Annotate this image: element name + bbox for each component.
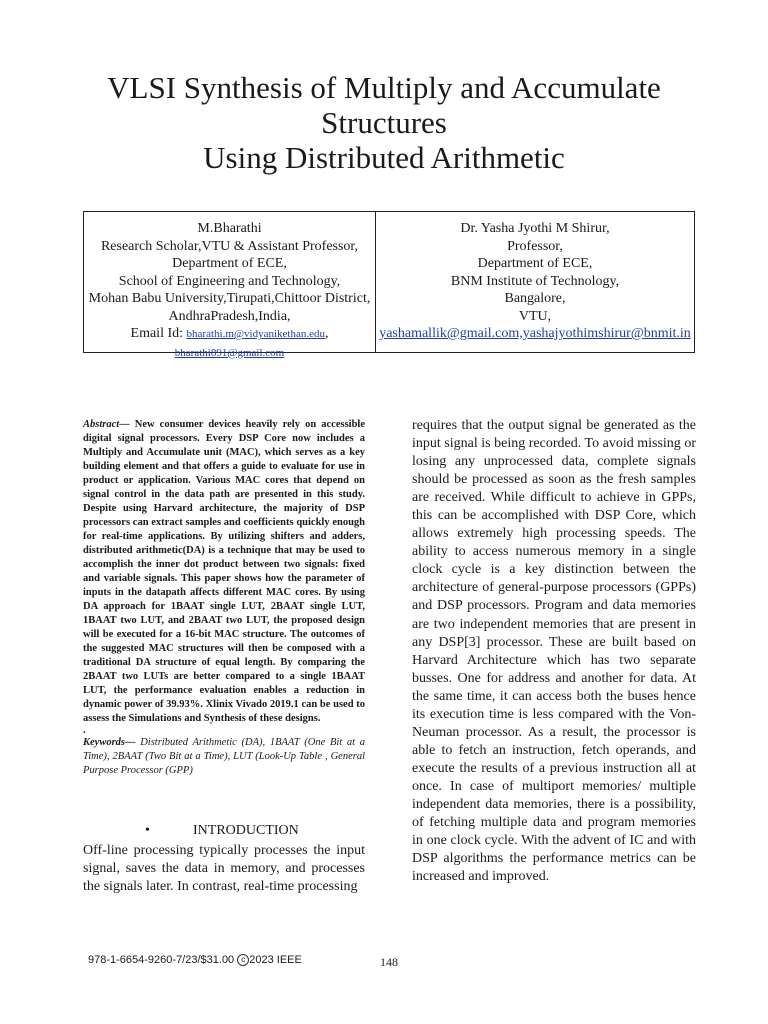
keywords-label: Keywords— xyxy=(83,737,136,748)
isbn-text: 978-1-6654-9260-7/23/$31.00 xyxy=(88,954,235,966)
author-position: Professor, xyxy=(507,238,563,254)
heading-text: INTRODUCTION xyxy=(193,823,299,838)
separator-dot: . xyxy=(83,725,86,736)
author-email-line xyxy=(80,325,379,344)
author-university: Mohan Babu University,Tirupati,Chittoor District, xyxy=(88,291,371,306)
author-email-line xyxy=(368,325,702,343)
paper-title xyxy=(40,70,728,175)
author-table xyxy=(83,211,695,359)
abstract-text: New consumer devices heavily rely on accessible digital signal processors. Every DSP Core now includes a Multiply and Accumulate unit (MAC), which serves as a key building element and that offers a guide to evaluate for use in product or application. Various MAC cores that depend on signal control in the data path are presented in this study. Despite using Harvard architecture, the majority of DSP processors can extract samples and coefficients quickly enough for real-time applications. By utilizing shifters and adders, distributed arithmetic(DA) is a technique that may be used to accomplish the inner dot product between two signals: fixed and variable signals. This paper shows how the parameter of inputs in the datapath affects different MAC cores. By using DA approach for 1BAAT single LUT, 2BAAT single LUT, 1BAAT two LUT, and 2BAAT two LUT, the proposed design will be executed for a 16-bit MAC structure. The outcomes of the suggested MAC structures will then be composed with a traditional DA structure of equal length. By comparing the 2BAAT two LUTs are better compared to a single 1BAAT LUT, the performance evaluation enables a reduction in dynamic power of 39.93%. Xlinix Vivado 2019.1 can be used to assess the Simulations and Synthesis of these designs. xyxy=(83,419,365,724)
email-label: Email Id: xyxy=(130,326,184,341)
year-org: 2023 IEEE xyxy=(249,954,302,966)
intro-paragraph-right: requires that the output signal be generated as the input signal is being recorded. To avoid missing or losing any unprocessed data, complete signals should be processed as soon as the fresh samples are received. While difficult to achieve in GPPs, this can be accomplished with DSP Core, which allows extremely high processing speeds. The ability to access numerous memory in a single clock cycle is a key distinction between the architecture of general-purpose processors (GPPs) and DSP processors. Program and data memories are two independent memories that are present in any DSP[3] processor. These are built based on Harvard Architecture which has two separate busses. One for address and another for data. At the same time, it can access both the buses hence its execution time is less compared with the Von-Neuman processor. As a result, the processor is able to fetch an instruction, fetch operands, and execute the results of a previous instruction all at once. In case of multiport memories/ multiple independent data memories, there is a possibility, of fetching multiple data and program memories in one clock cycle. With the advent of IC and with DSP algorithms the performance metrics can be increased and improved. xyxy=(412,418,696,885)
title-line-3: Using Distributed Arithmetic xyxy=(203,140,565,175)
author-city: Bangalore, xyxy=(504,291,566,306)
author-university: VTU, xyxy=(518,308,552,324)
left-column xyxy=(83,418,365,778)
author-right xyxy=(376,212,694,352)
abstract xyxy=(83,418,365,726)
title-line-2: Structures xyxy=(321,105,447,140)
author-department: Department of ECE, xyxy=(477,256,593,271)
email-separator: , xyxy=(324,326,329,341)
author-school: School of Engineering and Technology, xyxy=(118,273,341,289)
page-number: 148 xyxy=(380,955,398,969)
author-left xyxy=(84,212,376,359)
author-department: Department of ECE, xyxy=(172,256,287,271)
email-link-2[interactable]: bharathi891@gmail.com xyxy=(174,346,285,359)
copyright-icon: c xyxy=(237,954,249,966)
abstract-label: Abstract— xyxy=(83,419,130,430)
heading-bullet: • xyxy=(145,823,150,838)
intro-paragraph-left: Off-line processing typically processes the input signal, saves the data in memory, and processes the signals later. In contrast, real-time processing xyxy=(83,843,365,894)
author-email-line-2 xyxy=(80,344,379,363)
keywords xyxy=(83,736,365,778)
author-name: Dr. Yasha Jyothi M Shirur, xyxy=(460,221,610,236)
author-institute: BNM Institute of Technology, xyxy=(450,273,620,289)
keywords-text: Distributed Arithmetic (DA), 1BAAT (One Bit at a Time), 2BAAT (Two Bit at a Time), LUT (Look-Up Table , General Purpose Processor (GPP) xyxy=(83,737,365,776)
email-link-1[interactable]: bharathi.m@vidyanikethan.edu xyxy=(186,328,325,340)
author-position: Research Scholar,VTU & Assistant Professor, xyxy=(100,238,359,254)
email-link[interactable]: yashamallik@gmail.com,yashajyothimshirur@bnmit.in xyxy=(379,326,691,341)
author-name: M.Bharathi xyxy=(197,221,262,236)
footer-isbn xyxy=(88,954,302,966)
title-line-1: VLSI Synthesis of Multiply and Accumulate xyxy=(107,70,661,105)
author-state: AndhraPradesh,India, xyxy=(168,308,291,324)
